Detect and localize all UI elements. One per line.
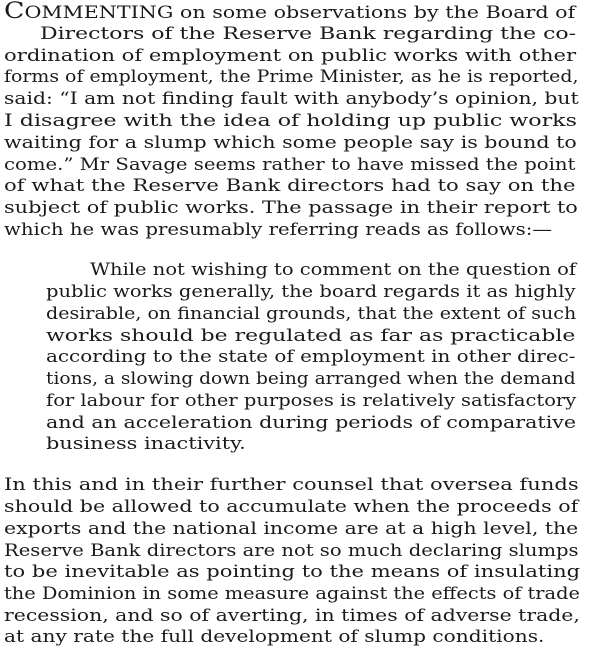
text-line: which he was presumably referring reads as follows:— xyxy=(4,220,553,240)
text-line: of what the Reserve Bank directors had to say on the xyxy=(4,176,576,196)
text-line: the Dominion in some measure against the effects of trade xyxy=(4,584,580,604)
text-line: forms of employment, the Prime Minister, as he is reported, xyxy=(4,67,579,87)
text-line xyxy=(4,1,575,24)
text-line: business inactivity. xyxy=(46,434,246,454)
text-line: works should be regulated as far as practicable xyxy=(46,326,576,346)
text-line: I disagree with the idea of holding up public works xyxy=(4,111,577,131)
text-line: should be allowed to accumulate when the proceeds of xyxy=(4,497,579,517)
line-text: OMMENTING on some observations by the Board of xyxy=(24,3,576,23)
text-line: according to the state of employment in other direc- xyxy=(46,347,576,367)
text-line: and an acceleration during periods of comparative xyxy=(46,413,577,433)
text-line: said: “I am not finding fault with anybody’s opinion, but xyxy=(4,89,579,109)
text-line: at any rate the full development of slump conditions. xyxy=(4,627,545,647)
text-line: come.” Mr Savage seems rather to have missed the point xyxy=(4,155,576,175)
text-line: In this and in their further counsel that oversea funds xyxy=(4,475,579,495)
drop-letter: C xyxy=(4,0,25,24)
text-line: subject of public works. The passage in their report to xyxy=(4,198,578,218)
text-line: desirable, on financial grounds, that the extent of such xyxy=(46,304,577,324)
text-line: While not wishing to comment on the question of xyxy=(90,260,577,280)
text-line: Reserve Bank directors are not so much declaring slumps xyxy=(4,541,579,561)
text-line: recession, and so of averting, in times of adverse trade, xyxy=(4,606,580,626)
text-line: waiting for a slump which some people say is bound to xyxy=(4,133,577,153)
text-line: exports and the national income are at a high level, the xyxy=(4,519,579,539)
text-line: public works generally, the board regards it as highly xyxy=(46,282,576,302)
text-line: Directors of the Reserve Bank regarding the co- xyxy=(40,24,577,44)
text-line: tions, a slowing down being arranged when the demand xyxy=(46,369,576,389)
text-line: ordination of employment on public works with other xyxy=(4,46,577,66)
text-line: to be inevitable as pointing to the means of insulating xyxy=(4,562,581,582)
text-line: for labour for other purposes is relatively satisfactory xyxy=(46,391,577,411)
